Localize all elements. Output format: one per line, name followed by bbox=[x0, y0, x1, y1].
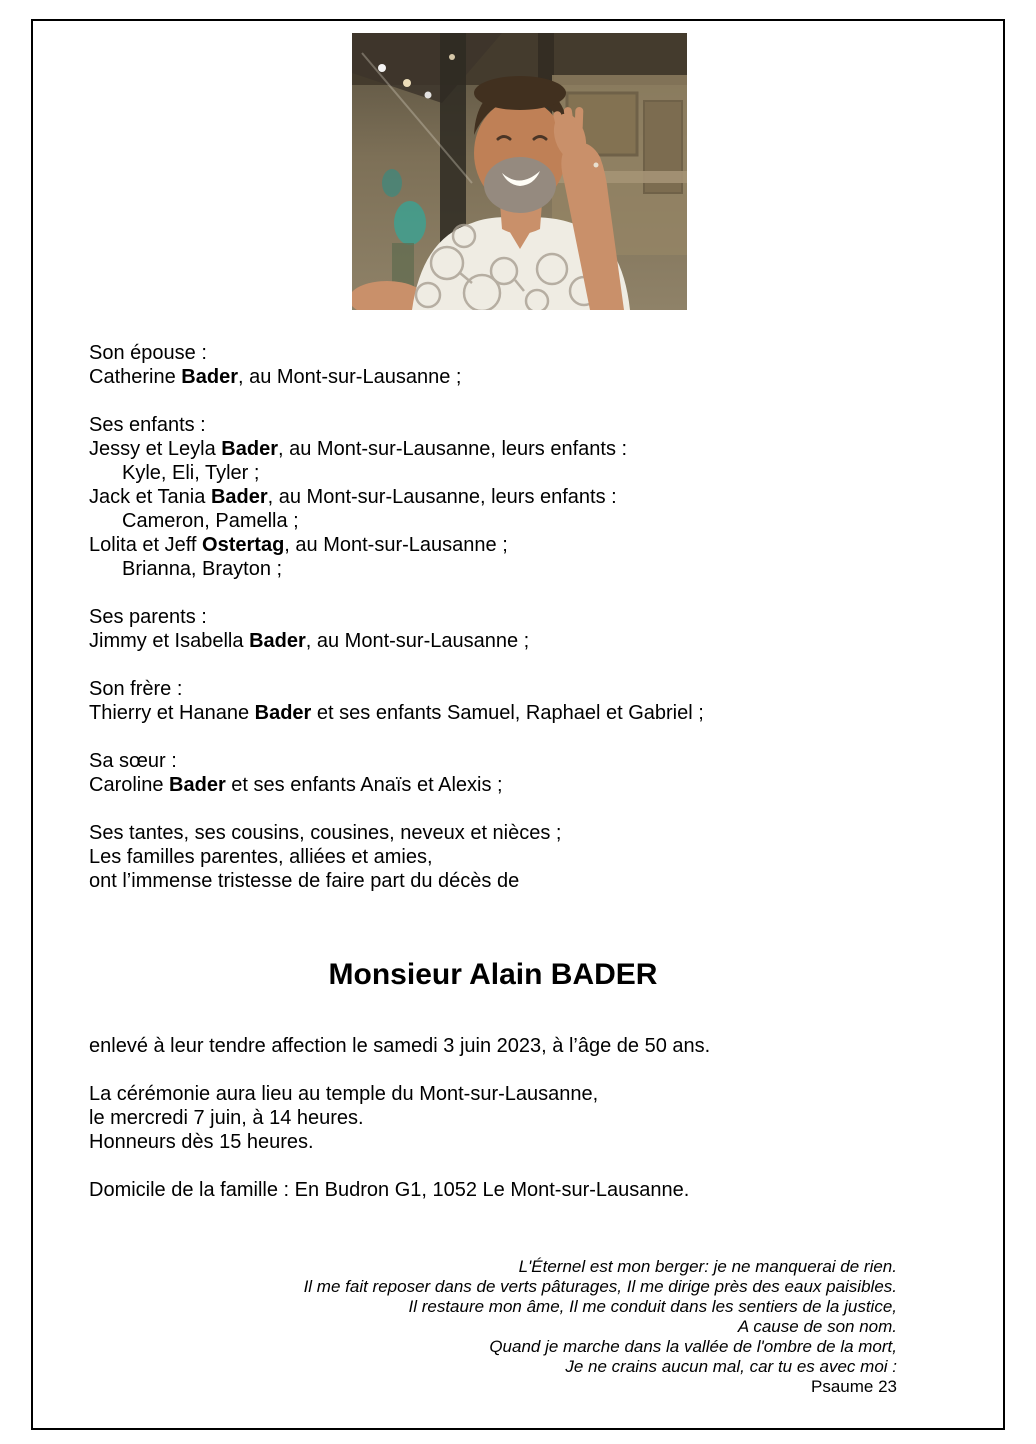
text-line bbox=[89, 341, 897, 365]
text-line bbox=[89, 557, 897, 581]
text-line bbox=[89, 677, 897, 701]
paragraph bbox=[89, 821, 897, 893]
announcement-body bbox=[89, 341, 897, 1397]
text-segment: , au Mont-sur-Lausanne ; bbox=[284, 534, 508, 556]
text-segment: , au Mont-sur-Lausanne ; bbox=[237, 366, 462, 388]
text-segment: Cameron, Pamella ; bbox=[122, 510, 299, 532]
family-name-bold: Ostertag bbox=[202, 534, 285, 556]
paragraph bbox=[89, 677, 897, 725]
text-segment: Catherine bbox=[89, 366, 182, 388]
portrait-photo-illustration bbox=[352, 33, 687, 310]
text-line bbox=[89, 869, 897, 893]
details-section bbox=[89, 1034, 897, 1226]
text-line bbox=[89, 413, 897, 437]
family-name-bold: Bader bbox=[221, 438, 278, 460]
text-line bbox=[89, 701, 897, 725]
text-line bbox=[89, 1130, 897, 1154]
text-line bbox=[89, 1106, 897, 1130]
psalm-attribution: Psaume 23 bbox=[811, 1377, 897, 1396]
text-segment: , au Mont-sur-Lausanne ; bbox=[305, 630, 530, 652]
text-segment: Les familles parentes, alliées et amies, bbox=[89, 846, 433, 868]
psalm-line: Il me fait reposer dans de verts pâturages, Il me dirige près des eaux paisibles. bbox=[303, 1277, 897, 1296]
text-segment: Ses tantes, ses cousins, cousines, neveux et nièces ; bbox=[89, 822, 562, 844]
family-name-bold: Bader bbox=[210, 486, 268, 508]
paragraph bbox=[89, 413, 897, 581]
psalm-line: Quand je marche dans la vallée de l'ombre de la mort, bbox=[489, 1337, 897, 1356]
paragraph bbox=[89, 605, 897, 653]
text-line bbox=[89, 629, 897, 653]
deceased-name-heading: Monsieur Alain BADER bbox=[328, 958, 658, 991]
paragraph bbox=[89, 749, 897, 797]
family-name-bold: Bader bbox=[169, 774, 226, 796]
family-name-bold: Bader bbox=[254, 702, 312, 724]
text-segment: Thierry et Hanane bbox=[89, 702, 255, 724]
paragraph bbox=[89, 1034, 897, 1058]
psalm-line: A cause de son nom. bbox=[737, 1317, 897, 1336]
text-line bbox=[89, 509, 897, 533]
psalm-quote bbox=[89, 1257, 897, 1397]
family-section bbox=[89, 341, 897, 917]
text-segment: , au Mont-sur-Lausanne, leurs enfants : bbox=[267, 486, 617, 508]
text-segment: Jessy et Leyla bbox=[89, 438, 222, 460]
paragraph bbox=[89, 1082, 897, 1154]
psalm-line: L'Éternel est mon berger: je ne manquerai de rien. bbox=[518, 1257, 897, 1276]
text-segment: Kyle, Eli, Tyler ; bbox=[122, 462, 260, 484]
text-segment: Son frère : bbox=[89, 678, 183, 700]
text-segment: Ses enfants : bbox=[89, 414, 206, 436]
text-segment: Caroline bbox=[89, 774, 170, 796]
text-line bbox=[89, 821, 897, 845]
text-segment: Lolita et Jeff bbox=[89, 534, 203, 556]
text-segment: et ses enfants Samuel, Raphael et Gabriel ; bbox=[311, 702, 704, 724]
text-line bbox=[89, 605, 897, 629]
text-segment: ont l’immense tristesse de faire part du décès de bbox=[89, 870, 520, 892]
psalm-line: Il restaure mon âme, Il me conduit dans les sentiers de la justice, bbox=[408, 1297, 897, 1316]
text-segment: Domicile de la famille : En Budron G1, 1052 Le Mont-sur-Lausanne. bbox=[89, 1179, 690, 1201]
text-line bbox=[89, 845, 897, 869]
text-segment: Son épouse : bbox=[89, 342, 207, 364]
family-name-bold: Bader bbox=[181, 366, 238, 388]
text-segment: Jack et Tania bbox=[89, 486, 211, 508]
text-line bbox=[89, 437, 897, 461]
paragraph bbox=[89, 341, 897, 389]
text-line bbox=[89, 1178, 897, 1202]
text-line bbox=[89, 365, 897, 389]
text-segment: Sa sœur : bbox=[89, 750, 177, 772]
text-line bbox=[89, 533, 897, 557]
paragraph bbox=[89, 1178, 897, 1202]
family-name-bold: Bader bbox=[249, 630, 306, 652]
text-segment: Brianna, Brayton ; bbox=[122, 558, 283, 580]
text-segment: , au Mont-sur-Lausanne, leurs enfants : bbox=[278, 438, 628, 460]
text-line bbox=[89, 1034, 897, 1058]
text-segment: Ses parents : bbox=[89, 606, 207, 628]
psalm-line: Je ne crains aucun mal, car tu es avec moi : bbox=[565, 1357, 897, 1376]
text-line bbox=[89, 773, 897, 797]
text-segment: Jimmy et Isabella bbox=[89, 630, 250, 652]
text-line bbox=[89, 485, 897, 509]
text-segment: enlevé à leur tendre affection le samedi 3 juin 2023, à l’âge de 50 ans. bbox=[89, 1035, 711, 1057]
text-segment: et ses enfants Anaïs et Alexis ; bbox=[225, 774, 503, 796]
text-line bbox=[89, 461, 897, 485]
text-line bbox=[89, 1082, 897, 1106]
text-segment: le mercredi 7 juin, à 14 heures. bbox=[89, 1107, 364, 1129]
portrait-photo bbox=[352, 33, 687, 310]
text-segment: Honneurs dès 15 heures. bbox=[89, 1131, 314, 1153]
text-segment: La cérémonie aura lieu au temple du Mont-sur-Lausanne, bbox=[89, 1083, 599, 1105]
text-line bbox=[89, 749, 897, 773]
